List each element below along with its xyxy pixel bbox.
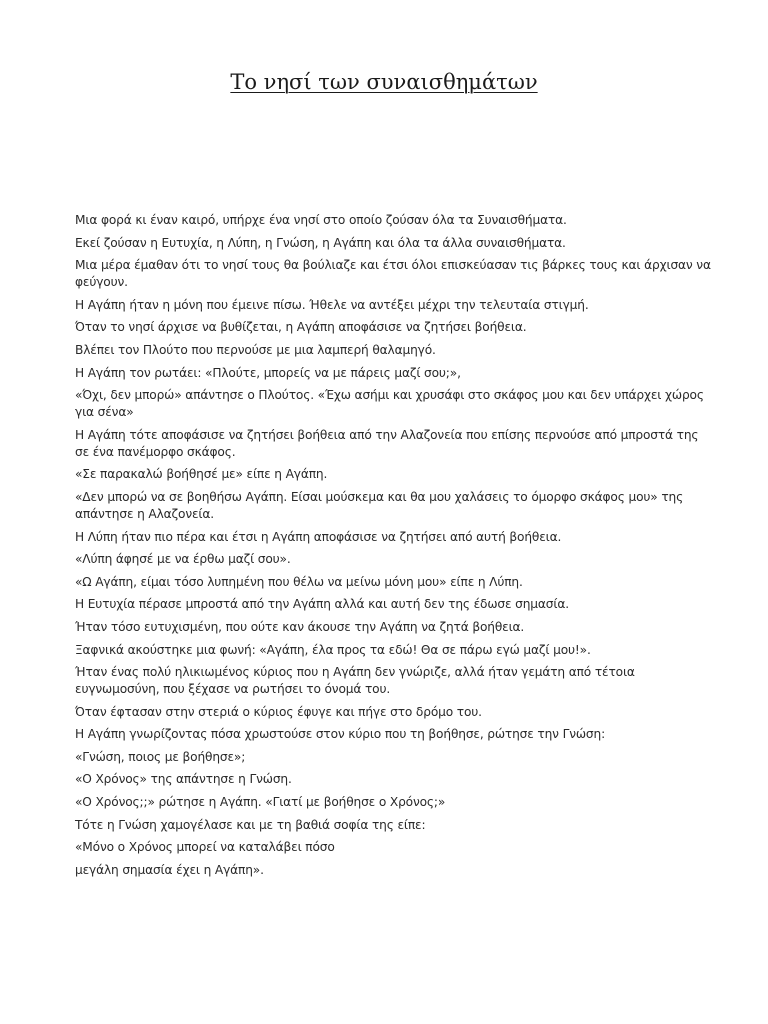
paragraph: Η Αγάπη τότε αποφάσισε να ζητήσει βοήθεια από την Αλαζονεία που επίσης περνούσε από μπροστά της σε ένα πανέμορφο σκάφος. bbox=[75, 427, 699, 459]
paragraph: μεγάλη σημασία έχει η Αγάπη». bbox=[75, 862, 264, 877]
paragraph: Εκεί ζούσαν η Ευτυχία, η Λύπη, η Γνώση, η Αγάπη και όλα τα άλλα συναισθήματα. bbox=[75, 235, 566, 250]
paragraph: Τότε η Γνώση χαμογέλασε και με τη βαθιά σοφία της είπε: bbox=[75, 817, 426, 832]
paragraph: «Μόνο ο Χρόνος μπορεί να καταλάβει πόσο bbox=[75, 840, 335, 855]
paragraph: «Σε παρακαλώ βοήθησέ με» είπε η Αγάπη. bbox=[75, 467, 328, 482]
paragraph: Όταν έφτασαν στην στεριά ο κύριος έφυγε και πήγε στο δρόμο του. bbox=[75, 704, 482, 719]
paragraph: «Ω Αγάπη, είμαι τόσο λυπημένη που θέλω να μείνω μόνη μου» είπε η Λύπη. bbox=[75, 574, 523, 589]
paragraph: Μια φορά κι έναν καιρό, υπήρχε ένα νησί στο οποίο ζούσαν όλα τα Συναισθήματα. bbox=[75, 213, 567, 227]
paragraph: Η Ευτυχία πέρασε μπροστά από την Αγάπη αλλά και αυτή δεν της έδωσε σημασία. bbox=[75, 597, 569, 612]
paragraph: «Δεν μπορώ να σε βοηθήσω Αγάπη. Είσαι μούσκεμα και θα μου χαλάσεις το όμορφο σκάφος μου» της απάντησε η Αλαζονεία. bbox=[75, 489, 684, 521]
paragraph: «Λύπη άφησέ με να έρθω μαζί σου». bbox=[75, 552, 291, 567]
paragraph: Η Αγάπη γνωρίζοντας πόσα χρωστούσε στον κύριο που τη βοήθησε, ρώτησε την Γνώση: bbox=[75, 727, 606, 742]
paragraph: Όταν το νησί άρχισε να βυθίζεται, η Αγάπη αποφάσισε να ζητήσει βοήθεια. bbox=[75, 320, 527, 335]
paragraph: «Ο Χρόνος;;» ρώτησε η Αγάπη. «Γιατί με βοήθησε ο Χρόνος;» bbox=[75, 795, 446, 810]
paragraph: Η Αγάπη ήταν η μόνη που έμεινε πίσω. Ήθελε να αντέξει μέχρι την τελευταία στιγμή. bbox=[75, 297, 589, 312]
document-title: Το νησί των συναισθημάτων bbox=[230, 70, 538, 94]
paragraph: Η Λύπη ήταν πιο πέρα και έτσι η Αγάπη αποφάσισε να ζητήσει από αυτή βοήθεια. bbox=[75, 529, 562, 544]
document-body bbox=[75, 212, 715, 884]
paragraph: Μια μέρα έμαθαν ότι το νησί τους θα βούλιαζε και έτσι όλοι επισκεύασαν τις βάρκες τους και άρχισαν να φεύγουν. bbox=[75, 258, 711, 290]
paragraph: Βλέπει τον Πλούτο που περνούσε με μια λαμπερή θαλαμηγό. bbox=[75, 342, 436, 357]
paragraph: Ήταν τόσο ευτυχισμένη, που ούτε καν άκουσε την Αγάπη να ζητά βοήθεια. bbox=[75, 619, 525, 634]
paragraph: Ξαφνικά ακούστηκε μια φωνή: «Αγάπη, έλα προς τα εδώ! Θα σε πάρω εγώ μαζί μου!». bbox=[75, 642, 591, 657]
paragraph: «Όχι, δεν μπορώ» απάντησε ο Πλούτος. «Έχω ασήμι και χρυσάφι στο σκάφος μου και δεν υπάρχει χώρος για σένα» bbox=[75, 388, 704, 420]
paragraph: «Γνώση, ποιος με βοήθησε»; bbox=[75, 749, 246, 764]
paragraph: «Ο Χρόνος» της απάντησε η Γνώση. bbox=[75, 772, 292, 787]
paragraph: Ήταν ένας πολύ ηλικιωμένος κύριος που η Αγάπη δεν γνώριζε, αλλά ήταν γεμάτη από τέτοια ευγνωμοσύνη, που ξέχασε να ρωτήσει το όνομά του. bbox=[75, 665, 635, 697]
paragraph: Η Αγάπη τον ρωτάει: «Πλούτε, μπορείς να με πάρεις μαζί σου;», bbox=[75, 365, 461, 380]
